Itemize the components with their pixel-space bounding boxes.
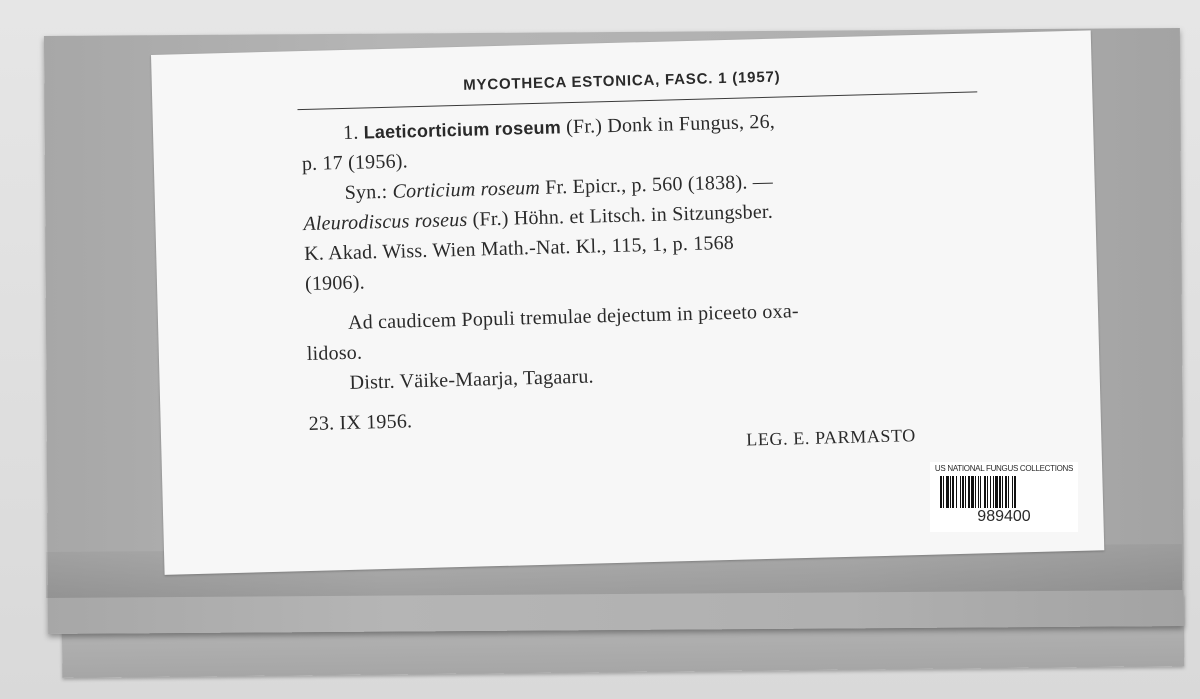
species-line — [343, 111, 775, 145]
locality: Distr. Väike-Maarja, Tagaaru. — [349, 365, 594, 394]
species-authority: (Fr.) Donk in Fungus, 26, — [565, 110, 776, 139]
synonym-year: (1906). — [304, 271, 366, 296]
synonym-line-2 — [303, 201, 773, 236]
habitat-line-2: lidoso. — [306, 341, 363, 366]
barcode-icon — [940, 476, 1070, 508]
synonym-2-name: Aleurodiscus roseus — [303, 208, 468, 236]
barcode-number: 989400 — [977, 508, 1031, 525]
synonym-reference-continuation: K. Akad. Wiss. Wien Math.-Nat. Kl., 115, 1, p. 1568 — [303, 231, 735, 266]
barcode-collection: US NATIONAL FUNGUS COLLECTIONS — [934, 464, 1074, 473]
habitat-line-1: Ad caudicem Populi tremulae dejectum in piceeto oxa- — [347, 300, 800, 334]
synonym-1-name: Corticium roseum — [392, 176, 541, 203]
citation-continuation: p. 17 (1956). — [301, 150, 409, 176]
barcode-sticker — [930, 462, 1078, 532]
synonym-1-reference: Fr. Epicr., p. 560 (1838). — — [544, 170, 774, 199]
collection-date: 23. IX 1956. — [308, 410, 413, 435]
entry-number: 1. — [342, 121, 359, 144]
species-name: Laeticorticium roseum — [363, 117, 562, 143]
syn-prefix: Syn.: — [344, 180, 388, 204]
collector: LEG. E. PARMASTO — [746, 425, 917, 450]
synonym-line-1 — [344, 171, 773, 205]
label-header: MYCOTHECA ESTONICA, FASC. 1 (1957) — [463, 68, 781, 94]
synonym-2-reference: (Fr.) Höhn. et Litsch. in Sitzungsber. — [472, 200, 774, 231]
